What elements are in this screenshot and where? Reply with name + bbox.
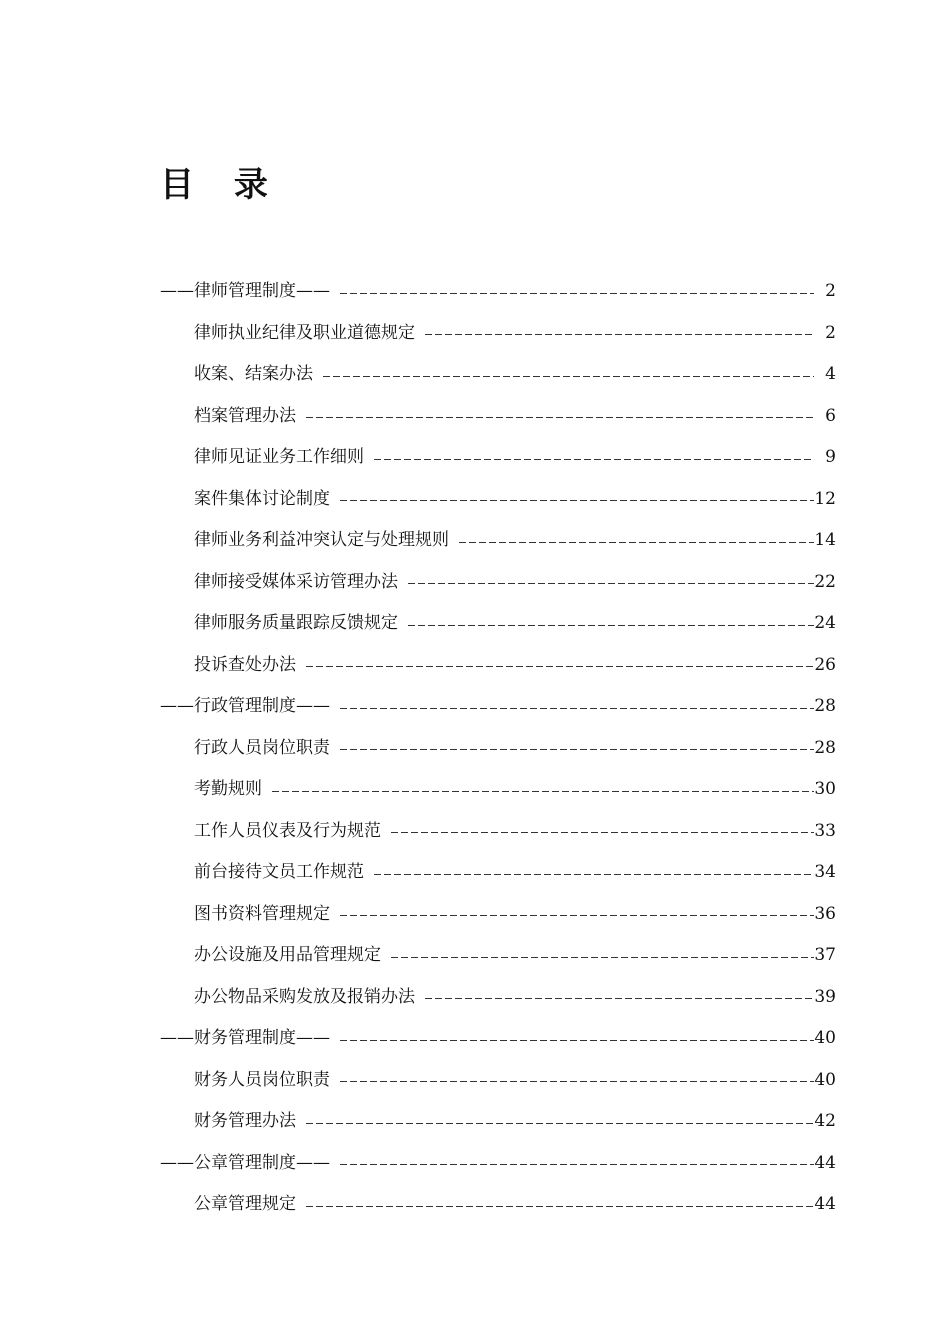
toc-page-number: 42 — [814, 1111, 836, 1131]
dotted-leader — [408, 625, 814, 626]
toc-entry[interactable] — [0, 479, 950, 521]
dotted-leader — [340, 1040, 814, 1041]
toc-entry-label: 档案管理办法 — [194, 405, 296, 426]
toc-page-number: 9 — [825, 447, 836, 467]
toc-entry[interactable] — [0, 603, 950, 645]
toc-section-finance-management[interactable] — [0, 1018, 950, 1060]
toc-entry[interactable] — [0, 728, 950, 770]
dotted-leader — [459, 542, 814, 543]
toc-entry[interactable] — [0, 645, 950, 687]
toc-page-number: 6 — [825, 405, 836, 426]
toc-section-admin-management[interactable] — [0, 686, 950, 728]
toc-entry-label: 考勤规则 — [194, 779, 262, 799]
toc-page-number: 37 — [814, 945, 836, 965]
toc-entry[interactable] — [0, 396, 950, 438]
toc-page-number: 24 — [814, 613, 836, 633]
toc-entry-label: ——公章管理制度—— — [160, 1152, 330, 1173]
toc-entry[interactable] — [0, 1184, 950, 1226]
dotted-leader — [425, 334, 814, 335]
toc-entry-label: 前台接待文员工作规范 — [194, 862, 364, 882]
toc-entry-label: 律师见证业务工作细则 — [194, 447, 364, 467]
dotted-leader — [306, 417, 814, 418]
toc-page-number: 14 — [814, 530, 836, 550]
toc-entry[interactable] — [0, 1101, 950, 1143]
dotted-leader — [340, 749, 814, 750]
dotted-leader — [323, 376, 814, 377]
toc-entry-label: 投诉查处办法 — [194, 654, 296, 675]
dotted-leader — [391, 957, 814, 958]
toc-entry-label: 财务管理办法 — [194, 1111, 296, 1131]
toc-entry[interactable] — [0, 313, 950, 355]
toc-page-number: 2 — [825, 281, 836, 301]
toc-entry[interactable] — [0, 354, 950, 396]
dotted-leader — [340, 1081, 814, 1082]
dotted-leader — [374, 459, 814, 460]
toc-entry[interactable] — [0, 852, 950, 894]
toc-entry-label: 律师执业纪律及职业道德规定 — [194, 322, 415, 343]
toc-entry-label: 律师业务利益冲突认定与处理规则 — [194, 530, 449, 550]
toc-entry[interactable] — [0, 562, 950, 604]
toc-page-number: 36 — [814, 903, 836, 924]
toc-entry-label: 办公设施及用品管理规定 — [194, 945, 381, 965]
dotted-leader — [340, 293, 814, 294]
dotted-leader — [340, 1164, 814, 1165]
toc-entry-label: 行政人员岗位职责 — [194, 737, 330, 758]
toc-entry-label: 公章管理规定 — [194, 1194, 296, 1214]
dotted-leader — [272, 791, 814, 792]
toc-entry[interactable] — [0, 935, 950, 977]
toc-entry[interactable] — [0, 769, 950, 811]
toc-page-number: 4 — [825, 364, 836, 384]
dotted-leader — [340, 708, 814, 709]
dotted-leader — [306, 1123, 814, 1124]
toc-entry-label: 律师服务质量跟踪反馈规定 — [194, 613, 398, 633]
toc-page-number: 40 — [814, 1069, 836, 1090]
toc-entry-label: 律师接受媒体采访管理办法 — [194, 571, 398, 592]
dotted-leader — [374, 874, 814, 875]
toc-page-number: 28 — [814, 696, 836, 716]
toc-page-number: 22 — [814, 571, 836, 592]
toc-page-number: 34 — [814, 862, 836, 882]
toc-entry-label: 财务人员岗位职责 — [194, 1069, 330, 1090]
toc-page-number: 2 — [825, 322, 836, 343]
dotted-leader — [340, 500, 814, 501]
table-of-contents — [0, 271, 950, 1226]
toc-entry-label: 图书资料管理规定 — [194, 903, 330, 924]
toc-entry-label: 办公物品采购发放及报销办法 — [194, 986, 415, 1007]
toc-entry-label: ——行政管理制度—— — [160, 696, 330, 716]
dotted-leader — [306, 666, 814, 667]
dotted-leader — [306, 1206, 814, 1207]
toc-entry-label: ——律师管理制度—— — [160, 281, 330, 301]
toc-entry[interactable] — [0, 1060, 950, 1102]
toc-section-lawyer-management[interactable] — [0, 271, 950, 313]
toc-entry[interactable] — [0, 894, 950, 936]
toc-page-number: 28 — [814, 737, 836, 758]
toc-entry-label: 工作人员仪表及行为规范 — [194, 820, 381, 841]
page-title: 目 录 — [160, 165, 282, 205]
toc-entry[interactable] — [0, 520, 950, 562]
toc-entry[interactable] — [0, 977, 950, 1019]
toc-page-number: 26 — [814, 654, 836, 675]
toc-entry[interactable] — [0, 437, 950, 479]
dotted-leader — [391, 832, 814, 833]
toc-page-number: 33 — [814, 820, 836, 841]
toc-section-seal-management[interactable] — [0, 1143, 950, 1185]
toc-page-number: 39 — [814, 986, 836, 1007]
dotted-leader — [425, 998, 814, 999]
toc-page-number: 12 — [814, 488, 836, 509]
toc-entry-label: 收案、结案办法 — [194, 364, 313, 384]
toc-page-number: 44 — [814, 1152, 836, 1173]
dotted-leader — [340, 915, 814, 916]
toc-page-number: 30 — [814, 779, 836, 799]
dotted-leader — [408, 583, 814, 584]
toc-entry-label: 案件集体讨论制度 — [194, 488, 330, 509]
toc-page-number: 40 — [814, 1028, 836, 1048]
toc-entry[interactable] — [0, 811, 950, 853]
toc-entry-label: ——财务管理制度—— — [160, 1028, 330, 1048]
toc-page-number: 44 — [814, 1194, 836, 1214]
